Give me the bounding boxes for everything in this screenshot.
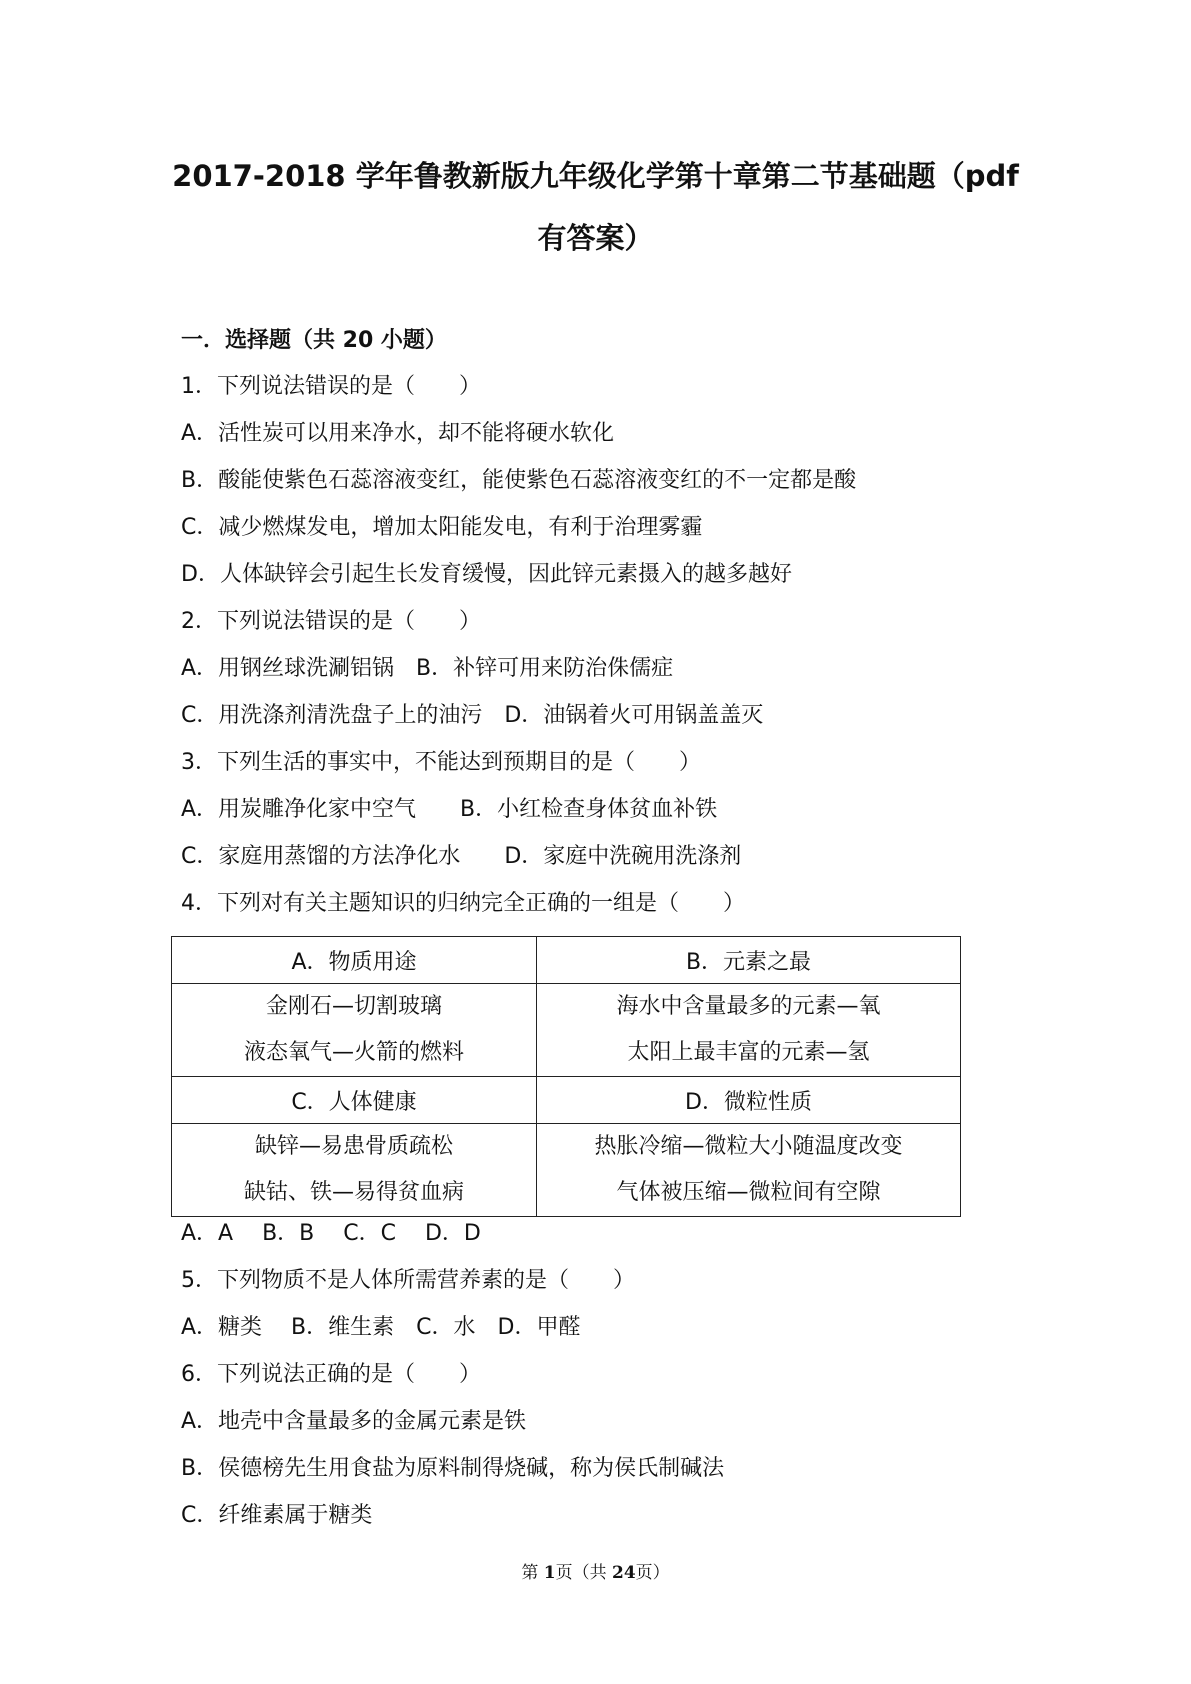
question-3-options-cd: C．家庭用蒸馏的方法净化水 D．家庭中洗碗用洗涤剂 — [181, 844, 742, 869]
table-a-line-2: 液态氧气—火箭的燃料 — [243, 1040, 464, 1065]
table-d-line-1: 热胀冷缩—微粒大小随温度改变 — [594, 1134, 903, 1159]
footer-suffix: 页） — [635, 1563, 670, 1583]
footer-mid: 页（共 — [555, 1563, 612, 1583]
question-6-option-c: C．纤维素属于糖类 — [181, 1503, 373, 1528]
table-cell-c-body — [172, 1124, 537, 1217]
question-5-stem: 5．下列物质不是人体所需营养素的是（ ） — [181, 1268, 635, 1293]
page-footer — [0, 1558, 1191, 1583]
question-1-stem: 1．下列说法错误的是（ ） — [181, 374, 481, 399]
question-1-option-c: C．减少燃煤发电，增加太阳能发电，有利于治理雾霾 — [181, 515, 703, 540]
question-6-option-b: B．侯德榜先生用食盐为原料制得烧碱，称为侯氏制碱法 — [181, 1456, 725, 1481]
question-1-option-d: D．人体缺锌会引起生长发育缓慢，因此锌元素摄入的越多越好 — [181, 562, 792, 587]
footer-page-number: 1 — [543, 1563, 556, 1583]
table-c-line-1: 缺锌—易患骨质疏松 — [254, 1134, 453, 1159]
question-2-options-cd: C．用洗涤剂清洗盘子上的油污 D．油锅着火可用锅盖盖灭 — [181, 703, 764, 728]
table-cell-d-heading: D．微粒性质 — [537, 1077, 961, 1124]
question-6-stem: 6．下列说法正确的是（ ） — [181, 1362, 481, 1387]
footer-total-pages: 24 — [611, 1563, 636, 1583]
table-b-line-1: 海水中含量最多的元素—氧 — [616, 994, 881, 1019]
question-1-option-b: B．酸能使紫色石蕊溶液变红，能使紫色石蕊溶液变红的不一定都是酸 — [181, 468, 857, 493]
question-4-table — [171, 936, 961, 1217]
table-cell-b-body — [537, 984, 961, 1077]
table-c-line-2: 缺钴、铁—易得贫血病 — [243, 1180, 464, 1205]
table-cell-c-heading: C．人体健康 — [172, 1077, 537, 1124]
question-2-options-ab: A．用钢丝球洗涮铝锅 B．补锌可用来防治侏儒症 — [181, 656, 674, 681]
question-4-stem: 4．下列对有关主题知识的归纳完全正确的一组是（ ） — [181, 891, 745, 916]
question-2-stem: 2．下列说法错误的是（ ） — [181, 609, 481, 634]
question-1-option-a: A．活性炭可以用来净水，却不能将硬水软化 — [181, 421, 615, 446]
table-b-line-2: 太阳上最丰富的元素—氢 — [627, 1040, 870, 1065]
table-a-line-1: 金刚石—切割玻璃 — [265, 994, 442, 1019]
table-cell-b-heading: B．元素之最 — [537, 937, 961, 984]
footer-prefix: 第 — [521, 1563, 544, 1583]
question-3-options-ab: A．用炭雕净化家中空气 B．小红检查身体贫血补铁 — [181, 797, 718, 822]
table-d-line-2: 气体被压缩—微粒间有空隙 — [616, 1180, 881, 1205]
question-5-options: A．糖类 B．维生素 C．水 D．甲醛 — [181, 1315, 581, 1340]
question-6-option-a: A．地壳中含量最多的金属元素是铁 — [181, 1409, 527, 1434]
document-title-line-2: 有答案） — [537, 221, 654, 255]
table-cell-a-heading: A．物质用途 — [172, 937, 537, 984]
document-title-line-1: 2017-2018 学年鲁教新版九年级化学第十章第二节基础题（pdf — [172, 159, 1019, 193]
question-3-stem: 3．下列生活的事实中，不能达到预期目的是（ ） — [181, 750, 701, 775]
question-4-options: A．A B．B C．C D．D — [181, 1221, 481, 1246]
section-heading: 一．选择题（共 20 小题） — [181, 328, 447, 353]
table-cell-a-body — [172, 984, 537, 1077]
table-cell-d-body — [537, 1124, 961, 1217]
